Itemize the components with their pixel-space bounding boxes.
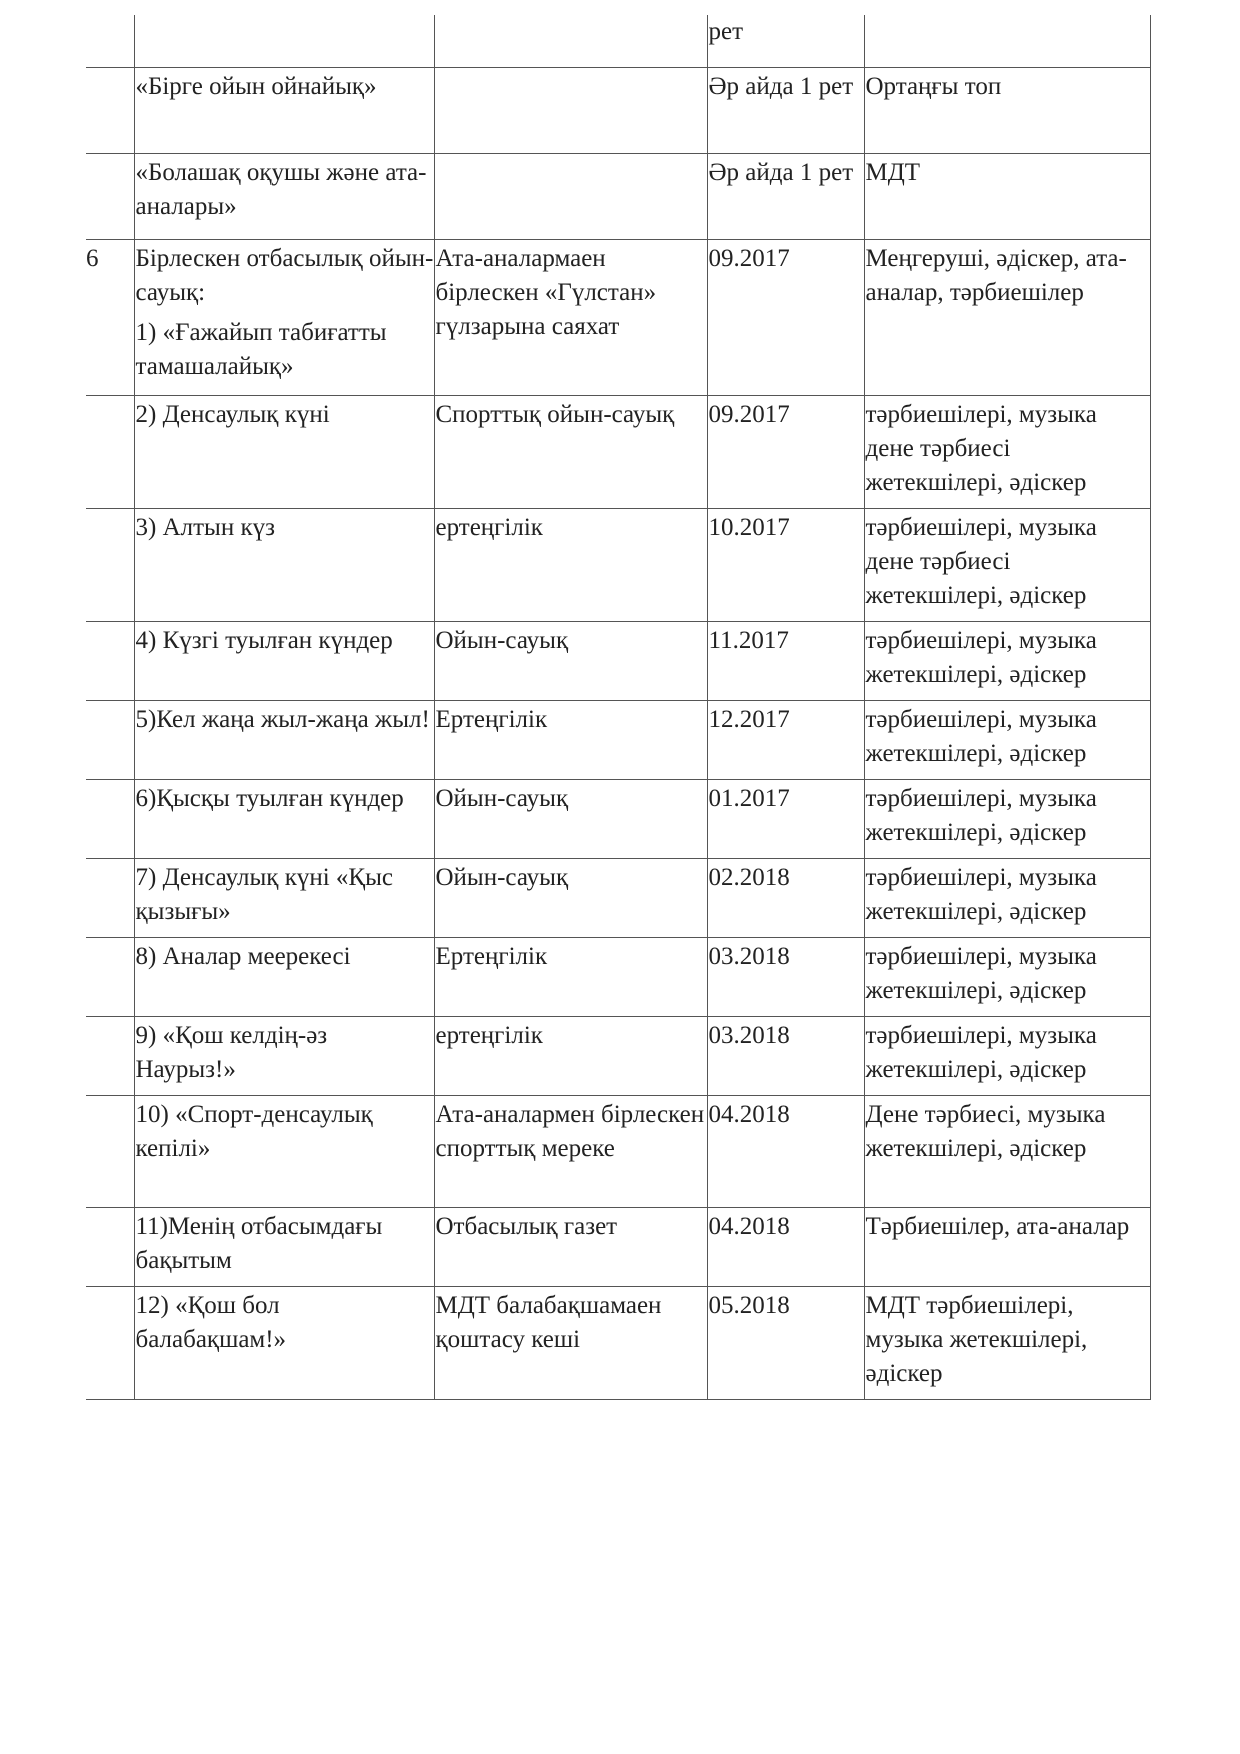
event-cell: 2) Денсаулық күні (134, 395, 434, 508)
responsible-cell: тәрбиешілері, музыка дене тәрбиесі жетекшілері, әдіскер (864, 395, 1150, 508)
form-cell: ертеңгілік (434, 508, 707, 621)
row-number: 6 (86, 239, 134, 395)
date-cell: 10.2017 (707, 508, 864, 621)
form-cell (434, 153, 707, 239)
plan-table-body (86, 15, 1150, 1399)
responsible-cell: тәрбиешілері, музыка жетекшілері, әдіскер (864, 779, 1150, 858)
responsible-cell (864, 15, 1150, 67)
form-cell: Ойын-сауық (434, 779, 707, 858)
event-cell: 10) «Спорт-денсаулық кепілі» (134, 1095, 434, 1207)
form-cell (434, 15, 707, 67)
row-number (86, 1016, 134, 1095)
date-cell: 11.2017 (707, 621, 864, 700)
date-cell: Әр айда 1 рет (707, 67, 864, 153)
table-row (86, 858, 1150, 937)
row-number (86, 700, 134, 779)
form-cell: Ертеңгілік (434, 937, 707, 1016)
responsible-cell: тәрбиешілері, музыка жетекшілері, әдіскер (864, 937, 1150, 1016)
table-row (86, 1095, 1150, 1207)
event-cell: 11)Менің отбасымдағы бақытым (134, 1207, 434, 1286)
table-row (86, 1286, 1150, 1399)
table-row (86, 153, 1150, 239)
plan-table (86, 15, 1151, 1400)
responsible-cell: Меңгеруші, әдіскер, ата-аналар, тәрбиешілер (864, 239, 1150, 395)
event-heading: Бірлескен отбасылық ойын-сауық: (135, 244, 434, 306)
form-cell (434, 67, 707, 153)
table-row (86, 937, 1150, 1016)
row-number (86, 1095, 134, 1207)
date-cell: 03.2018 (707, 937, 864, 1016)
responsible-cell: тәрбиешілері, музыка жетекшілері, әдіскер (864, 1016, 1150, 1095)
event-cell: 5)Кел жаңа жыл-жаңа жыл! (134, 700, 434, 779)
row-number (86, 1207, 134, 1286)
row-number (86, 937, 134, 1016)
form-cell: Отбасылық газет (434, 1207, 707, 1286)
event-cell: «Болашақ оқушы және ата-аналары» (134, 153, 434, 239)
date-cell: 01.2017 (707, 779, 864, 858)
table-row (86, 700, 1150, 779)
event-cell: 3) Алтын күз (134, 508, 434, 621)
date-cell: 04.2018 (707, 1095, 864, 1207)
table-row (86, 395, 1150, 508)
responsible-cell: Дене тәрбиесі, музыка жетекшілері, әдіскер (864, 1095, 1150, 1207)
responsible-cell: тәрбиешілері, музыка дене тәрбиесі жетекшілері, әдіскер (864, 508, 1150, 621)
row-number (86, 858, 134, 937)
row-number (86, 779, 134, 858)
responsible-cell: МДТ тәрбиешілері, музыка жетекшілері, әдіскер (864, 1286, 1150, 1399)
row-number (86, 15, 134, 67)
form-cell: Ойын-сауық (434, 858, 707, 937)
table-row (86, 239, 1150, 395)
row-number (86, 395, 134, 508)
row-number (86, 508, 134, 621)
event-cell: 9) «Қош келдің-әз Наурыз!» (134, 1016, 434, 1095)
event-cell: «Бірге ойын ойнайық» (134, 67, 434, 153)
date-cell: Әр айда 1 рет (707, 153, 864, 239)
event-cell (134, 239, 434, 395)
event-cell: 6)Қысқы туылған күндер (134, 779, 434, 858)
date-cell: 04.2018 (707, 1207, 864, 1286)
event-cell: 12) «Қош бол балабақшам!» (134, 1286, 434, 1399)
date-cell: 02.2018 (707, 858, 864, 937)
date-cell: 05.2018 (707, 1286, 864, 1399)
row-number (86, 621, 134, 700)
table-row (86, 779, 1150, 858)
event-cell (134, 15, 434, 67)
responsible-cell: тәрбиешілері, музыка жетекшілері, әдіскер (864, 700, 1150, 779)
date-cell: 09.2017 (707, 239, 864, 395)
responsible-cell: тәрбиешілері, музыка жетекшілері, әдіскер (864, 858, 1150, 937)
form-cell: ертеңгілік (434, 1016, 707, 1095)
responsible-cell: тәрбиешілері, музыка жетекшілері, әдіскер (864, 621, 1150, 700)
event-cell: 8) Аналар меерекесі (134, 937, 434, 1016)
row-number (86, 1286, 134, 1399)
table-row (86, 621, 1150, 700)
form-cell: МДТ балабақшамаен қоштасу кеші (434, 1286, 707, 1399)
responsible-cell: Тәрбиешілер, ата-аналар (864, 1207, 1150, 1286)
date-cell: рет (707, 15, 864, 67)
date-cell: 09.2017 (707, 395, 864, 508)
form-cell: Ата-аналармаен бірлескен «Гүлстан» гүлзарына саяхат (434, 239, 707, 395)
table-row (86, 15, 1150, 67)
event-cell: 7) Денсаулық күні «Қыс қызығы» (134, 858, 434, 937)
table-row (86, 1016, 1150, 1095)
date-cell: 03.2018 (707, 1016, 864, 1095)
row-number (86, 153, 134, 239)
event-cell: 4) Күзгі туылған күндер (134, 621, 434, 700)
form-cell: Ертеңгілік (434, 700, 707, 779)
row-number (86, 67, 134, 153)
table-row (86, 508, 1150, 621)
responsible-cell: Ортаңғы топ (864, 67, 1150, 153)
form-cell: Ойын-сауық (434, 621, 707, 700)
responsible-cell: МДТ (864, 153, 1150, 239)
event-item: 1) «Ғажайып табиғатты тамашалайық» (135, 318, 387, 380)
form-cell: Ата-аналармен бірлескен спорттық мереке (434, 1095, 707, 1207)
form-cell: Спорттық ойын-сауық (434, 395, 707, 508)
table-row (86, 1207, 1150, 1286)
date-cell: 12.2017 (707, 700, 864, 779)
table-row (86, 67, 1150, 153)
